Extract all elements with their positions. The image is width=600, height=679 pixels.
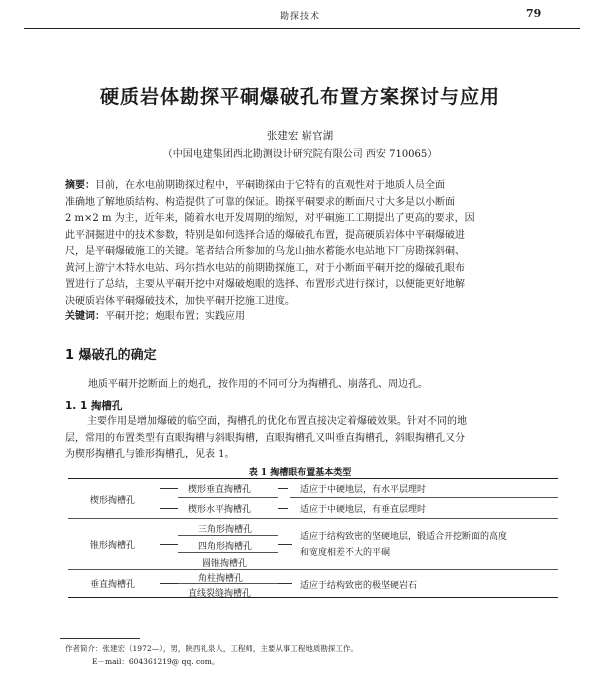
abstract-label: 摘要： bbox=[65, 180, 95, 191]
table-bottom-rule bbox=[68, 597, 558, 598]
keywords-label: 关键词： bbox=[65, 311, 105, 322]
section-1-1-heading: 1. 1 掏槽孔 bbox=[65, 400, 123, 412]
table-leader bbox=[160, 583, 178, 584]
table-row-divider bbox=[178, 497, 278, 498]
table-category: 锥形掏槽孔 bbox=[90, 541, 136, 551]
table-item: 四角形掏槽孔 bbox=[198, 542, 253, 552]
section-1-heading: 1 爆破孔的确定 bbox=[65, 348, 157, 363]
table-note: 适应于结构致密的坚硬地层，锻适合开挖断面的高度 bbox=[300, 532, 508, 542]
table-note: 适应于中硬地层，有垂直层理时 bbox=[300, 505, 427, 515]
table-item: 楔形水平掏槽孔 bbox=[188, 505, 252, 515]
table-item: 角柱掏槽孔 bbox=[198, 574, 244, 584]
table-leader bbox=[160, 544, 178, 545]
abstract-line: 摘要：目前，在水电前期勘探过程中，平硐勘探由于它特有的直观性对于地质人员全面 bbox=[65, 180, 445, 191]
abstract-line: 决硬质岩体平硐爆破技术，加快平硐开挖施工进度。 bbox=[65, 295, 295, 307]
table-item: 直线裂缝掏槽孔 bbox=[188, 589, 252, 599]
keywords bbox=[65, 307, 245, 322]
table-row-divider bbox=[178, 552, 278, 553]
table-category: 垂直掏槽孔 bbox=[90, 580, 136, 590]
footnote-author-bio: 作者简介：张建宏（1972—），男，陕西礼泉人，工程师，主要从事工程地质勘探工作。 bbox=[65, 644, 358, 653]
page-number: 79 bbox=[526, 7, 542, 20]
table-leader bbox=[278, 544, 292, 545]
abstract-line: 黄河上游宁木特水电站、玛尔挡水电站的前期勘探施工，对于小断面平硐开挖的爆破孔眼布 bbox=[65, 262, 465, 274]
article-title: 硬质岩体勘探平硐爆破孔布置方案探讨与应用 bbox=[99, 86, 500, 108]
section-1-text: 地质平硐开挖断面上的炮孔，按作用的不同可分为掏槽孔、崩落孔、周边孔。 bbox=[88, 379, 428, 390]
abstract-line: 尺，是平硐爆破施工的关键。笔者结合所参加的乌龙山抽水蓄能水电站地下厂房勘探斜硐、 bbox=[65, 246, 465, 257]
body-line: 为楔形掏槽孔与锥形掏槽孔，见表 1。 bbox=[65, 449, 235, 460]
table-leader bbox=[160, 508, 178, 509]
abstract-line: 置进行了总结，主要从平硐开挖中对爆破炮眼的选择、布置形式进行探讨，以便能更好地解 bbox=[65, 279, 465, 290]
abstract-line: 2 m×2 m 为主，近年来，随着水电开发周期的缩短，对平硐施工工期提出了更高的要求，因 bbox=[65, 213, 475, 224]
table-row-divider bbox=[290, 497, 558, 498]
table-note: 适应于中硬地层，有水平层理时 bbox=[300, 485, 427, 495]
table-item: 楔形垂直掏槽孔 bbox=[188, 485, 252, 495]
body-line: 主要作用是增加爆破的临空面，掏槽孔的优化布置直接决定着爆破效果。针对不同的地 bbox=[87, 416, 467, 427]
authors: 张建宏 崭官湖 bbox=[266, 130, 334, 142]
footnote-email: E－mail：604361219@ qq. com。 bbox=[92, 657, 220, 666]
header-rule bbox=[24, 28, 580, 29]
table-leader bbox=[278, 488, 288, 489]
abstract bbox=[65, 178, 555, 310]
table-item: 圆锥掏槽孔 bbox=[202, 559, 248, 569]
table-caption: 表 1 掏槽眼布置基本类型 bbox=[248, 468, 352, 478]
table-leader bbox=[278, 508, 288, 509]
section-1-1-body bbox=[65, 414, 555, 464]
running-head: 勘探技术 bbox=[280, 12, 321, 22]
table-note: 适应于结构致密的极坚硬岩石 bbox=[300, 581, 418, 591]
keywords-text: 平硐开挖；炮眼布置；实践应用 bbox=[105, 311, 245, 322]
table-group-divider bbox=[68, 569, 558, 570]
table-category: 楔形掏槽孔 bbox=[90, 496, 136, 506]
table-leader bbox=[160, 488, 178, 489]
table-top-rule bbox=[68, 478, 558, 479]
abstract-line: 准确地了解地质结构、构造提供了可靠的保证。勘探平硐要求的断面尺寸大多是以小断面 bbox=[65, 196, 455, 208]
affiliation: （中国电建集团西北勘测设计研究院有限公司 西安 710065） bbox=[162, 149, 438, 160]
table-group-divider bbox=[68, 518, 558, 519]
table-row-divider bbox=[178, 535, 278, 536]
table-leader bbox=[278, 583, 292, 584]
footnote-rule bbox=[60, 638, 140, 639]
table-note: 和宽度相差不大的平硐 bbox=[300, 548, 391, 558]
abstract-line: 此平洞掘进中的技术参数，特别是如何选择合适的爆破孔布置，提高硬质岩体中平硐爆破进 bbox=[65, 229, 465, 241]
body-line: 层，常用的布置类型有直眼掏槽与斜眼掏槽，直眼掏槽孔又叫垂直掏槽孔，斜眼掏槽孔又分 bbox=[65, 432, 465, 444]
table-item: 三角形掏槽孔 bbox=[198, 525, 253, 535]
